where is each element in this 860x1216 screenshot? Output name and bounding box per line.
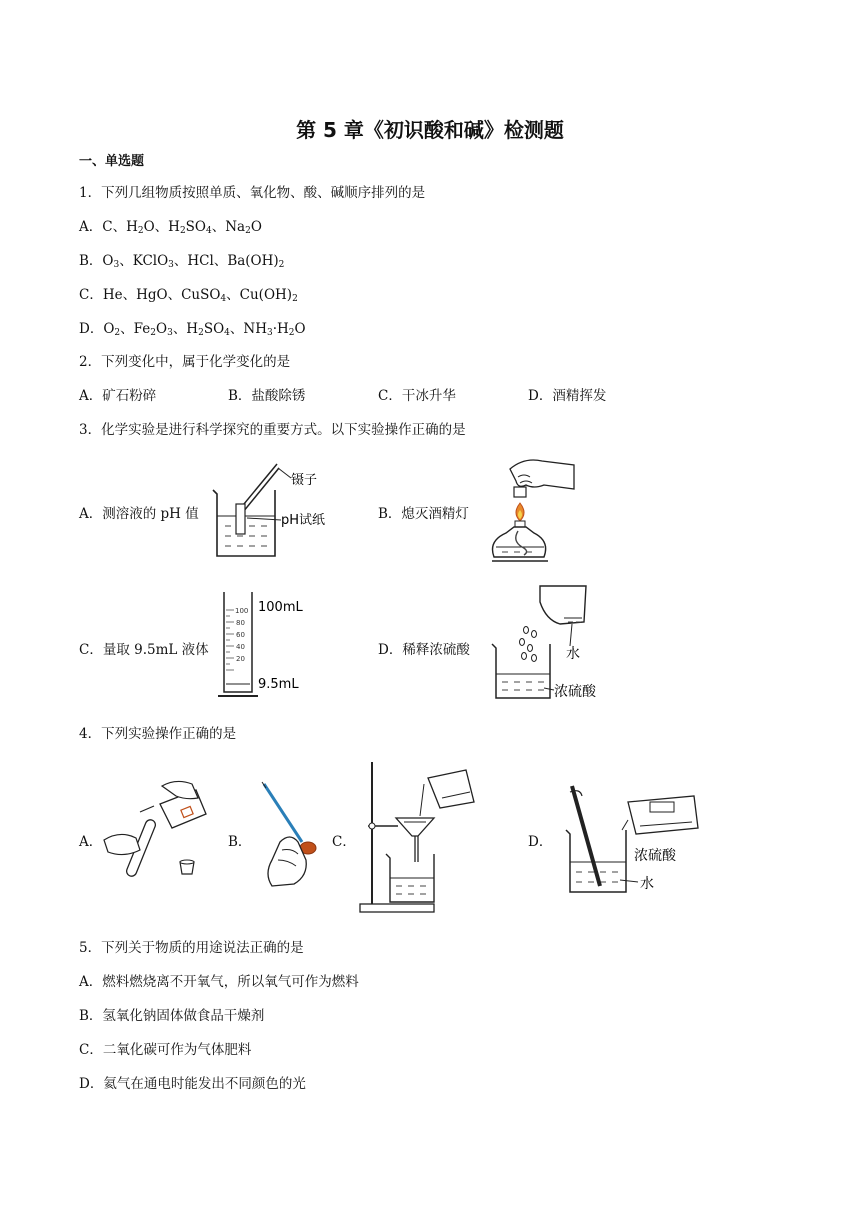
q1-option-a: A．C、$H_2O$、$H_2SO_4$、$Na_2O$: [79, 219, 262, 236]
q2-option-b: B．盐酸除锈: [228, 388, 306, 404]
q4-option-a: A．: [79, 834, 103, 850]
q2-stem: 2．下列变化中，属于化学变化的是: [79, 354, 291, 370]
svg-text:60: 60: [236, 631, 245, 639]
label-water: 水: [566, 646, 580, 662]
label-conc-sulfuric-acid: 浓硫酸: [634, 848, 676, 864]
q2-option-c: C．干冰升华: [378, 388, 456, 404]
label-9-5ml: 9.5mL: [258, 677, 299, 692]
svg-text:100: 100: [235, 607, 249, 615]
q2-option-d: D．酒精挥发: [528, 388, 607, 404]
q3-figure-a-ph-test: [205, 460, 340, 565]
q3-figure-d-dilution: [488, 582, 608, 704]
q3-option-a: A．测溶液的 pH 值: [79, 506, 199, 522]
label-water: 水: [640, 876, 654, 892]
q3-figure-c-cylinder: [212, 588, 322, 700]
q4-option-d: D．: [528, 834, 553, 850]
page-title: 第 5 章《初识酸和碱》检测题: [296, 118, 564, 142]
q5-option-d: D．氦气在通电时能发出不同颜色的光: [79, 1076, 306, 1092]
svg-text:20: 20: [236, 655, 245, 663]
label-tweezers: 镊子: [291, 473, 318, 488]
q3-option-c: C．量取 9.5mL 液体: [79, 642, 209, 658]
q5-option-c: C．二氧化碳可作为气体肥料: [79, 1042, 252, 1058]
q1-option-d: D．$O_2$、$Fe_2O_3$、$H_2SO_4$、$NH_3\cdot H_2O$: [79, 321, 306, 338]
q5-option-b: B．氢氧化钠固体做食品干燥剂: [79, 1008, 265, 1024]
label-100ml: 100mL: [258, 600, 303, 615]
q4-figure-a-pouring: [100, 778, 212, 888]
q4-figure-c-filtration: [358, 758, 482, 916]
q1-stem: 1．下列几组物质按照单质、氧化物、酸、碱顺序排列的是: [79, 185, 426, 201]
section-heading: 一、单选题: [79, 154, 145, 169]
label-ph-paper: pH试纸: [281, 513, 326, 528]
q3-option-b: B．熄灭酒精灯: [378, 506, 469, 522]
q3-figure-b-alcohol-lamp: [478, 455, 578, 567]
q4-stem: 4．下列实验操作正确的是: [79, 726, 237, 742]
q3-stem: 3．化学实验是进行科学探究的重要方式。以下实验操作正确的是: [79, 422, 466, 438]
q1-option-c: C．He、HgO、CuSO$_4$、$Cu(OH)_2$: [79, 287, 298, 304]
q4-option-b: B．: [228, 834, 252, 850]
q4-figure-b-dropper: [258, 780, 328, 892]
q5-option-a: A．燃料燃烧离不开氧气，所以氧气可作为燃料: [79, 974, 359, 990]
q1-option-b: B．$O_3$、KClO$_3$、HCl、$Ba(OH)_2$: [79, 253, 285, 270]
svg-text:80: 80: [236, 619, 245, 627]
q3-option-d: D．稀释浓硫酸: [378, 642, 470, 658]
q4-option-c: C．: [332, 834, 356, 850]
svg-text:40: 40: [236, 643, 245, 651]
q5-stem: 5．下列关于物质的用途说法正确的是: [79, 940, 304, 956]
q4-figure-d-dilution: [558, 780, 706, 898]
label-conc-sulfuric-acid: 浓硫酸: [554, 684, 596, 700]
q2-option-a: A．矿石粉碎: [79, 388, 157, 404]
